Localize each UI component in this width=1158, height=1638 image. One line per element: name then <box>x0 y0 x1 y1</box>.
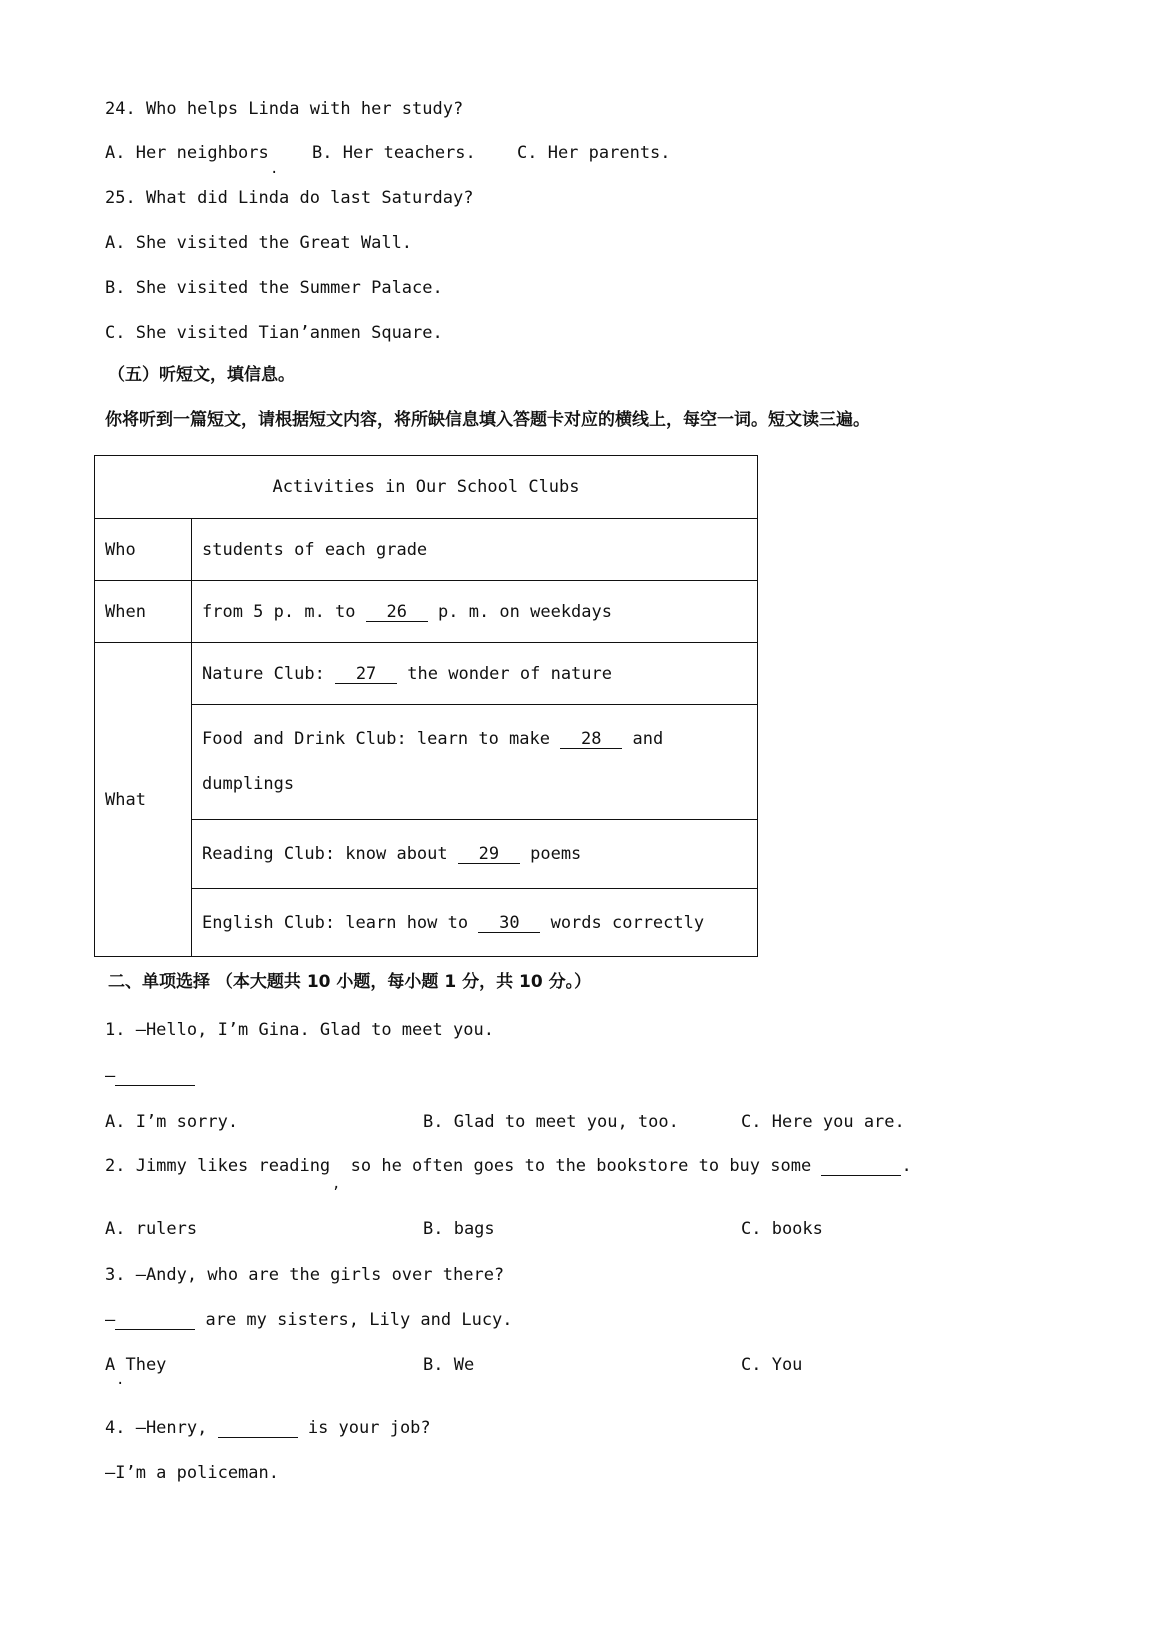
q1-option-a: A. I’m sorry. <box>105 1112 239 1132</box>
q2-option-a: A. rulers <box>105 1219 198 1239</box>
q1-blank[interactable] <box>115 1067 195 1086</box>
q25-question: 25. What did Linda do last Saturday? <box>105 188 474 208</box>
q24-option-b: B. Her teachers. <box>312 143 476 163</box>
section5-instruction: 你将听到一篇短文，请根据短文内容，将所缺信息填入答题卡对应的横线上，每空一词。短文读三遍。 <box>105 410 870 430</box>
food-drink-club-row: Food and Drink Club: learn to make 28 and dumplings <box>192 705 758 820</box>
q4-blank[interactable] <box>218 1419 298 1438</box>
blank-26[interactable]: 26 <box>366 603 428 622</box>
nature-club-row: Nature Club: 27 the wonder of nature <box>192 643 758 705</box>
what-label: What <box>95 643 192 957</box>
q3-answer-line: — are my sisters, Lily and Lucy. <box>105 1310 513 1330</box>
q2-blank[interactable] <box>821 1157 901 1176</box>
blank-27[interactable]: 27 <box>335 665 397 684</box>
stray-dot: · <box>270 165 279 181</box>
q25-option-c: C. She visited Tian’anmen Square. <box>105 323 443 343</box>
who-label: Who <box>95 519 192 581</box>
reading-club-row: Reading Club: know about 29 poems <box>192 820 758 889</box>
q3-option-b: B. We <box>423 1355 475 1375</box>
q3-option-c: C. You <box>741 1355 803 1375</box>
blank-28[interactable]: 28 <box>560 730 622 749</box>
stray-dot: · <box>116 1376 125 1392</box>
clubs-table <box>94 455 758 957</box>
q4-question: 4. —Henry, is your job? <box>105 1418 431 1438</box>
blank-29[interactable]: 29 <box>458 845 520 864</box>
q24-option-c: C. Her parents. <box>517 143 671 163</box>
q25-option-b: B. She visited the Summer Palace. <box>105 278 443 298</box>
section5-heading: （五）听短文，填信息。 <box>108 365 295 385</box>
when-value: from 5 p. m. to 26 p. m. on weekdays <box>192 581 758 643</box>
english-club-row: English Club: learn how to 30 words correctly <box>192 889 758 957</box>
q2-option-b: B. bags <box>423 1219 495 1239</box>
q2-option-c: C. books <box>741 1219 823 1239</box>
q24-option-a: A. Her neighbors <box>105 143 269 163</box>
q3-question: 3. —Andy, who are the girls over there? <box>105 1265 505 1285</box>
who-value: students of each grade <box>192 519 758 581</box>
blank-30[interactable]: 30 <box>478 914 540 933</box>
q3-blank[interactable] <box>115 1311 195 1330</box>
q4-answer: —I’m a policeman. <box>105 1463 279 1483</box>
table-title: Activities in Our School Clubs <box>95 456 758 519</box>
q3-option-a: A They <box>105 1355 167 1375</box>
when-label: When <box>95 581 192 643</box>
q1-answer-line: — <box>105 1065 195 1087</box>
stray-comma: , <box>332 1176 341 1192</box>
q1-option-b: B. Glad to meet you, too. <box>423 1112 679 1132</box>
q1-option-c: C. Here you are. <box>741 1112 905 1132</box>
q1-question: 1. —Hello, I’m Gina. Glad to meet you. <box>105 1020 494 1040</box>
q24-question: 24. Who helps Linda with her study? <box>105 99 464 119</box>
q25-option-a: A. She visited the Great Wall. <box>105 233 413 253</box>
part2-heading: 二、单项选择 （本大题共 10 小题，每小题 1 分，共 10 分。） <box>108 972 592 992</box>
q2-question: 2. Jimmy likes reading so he often goes to the bookstore to buy some . <box>105 1156 912 1176</box>
